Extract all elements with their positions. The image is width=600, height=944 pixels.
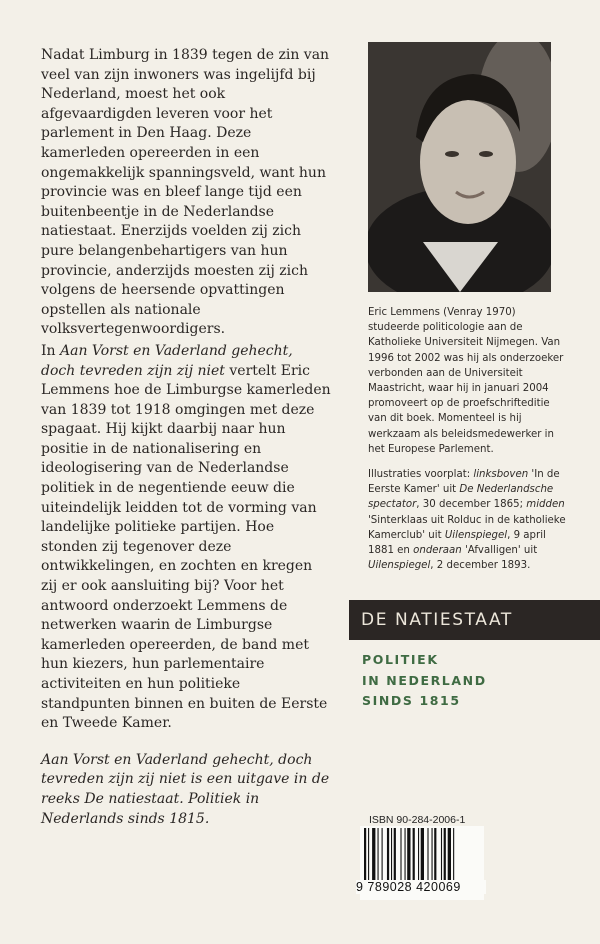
author-photo <box>368 42 551 292</box>
barcode-number: 9 789028 420069 <box>356 880 486 894</box>
series-subtitle-line-2: IN NEDERLAND <box>362 672 487 688</box>
series-subtitle-line-3: SINDS 1815 <box>362 693 461 708</box>
series-banner <box>349 600 600 640</box>
series-note: Aan Vorst en Vaderland gehecht, doch tevreden zijn zij niet is een uitgave in de reeks De natiestaat. Politiek in Nederlands sinds 1815. <box>41 751 330 827</box>
series-title: DE NATIESTAAT <box>361 610 513 630</box>
bio-text: Eric Lemmens (Venray 1970) studeerde politicologie aan de Katholieke Universiteit Nijmegen. Van 1996 tot 2002 was hij als onderzoeker verbonden aan de Universiteit Maastricht, waar hij in januari 2004 promoveert op de proefschrifteditie van dit boek. Momenteel is hij werkzaam als beleidsmedewerker in het Europese Parlement. <box>368 307 564 455</box>
isbn-label: ISBN 90-284-2006-1 <box>369 814 466 826</box>
illustration-credits: Illustraties voorplat: linksboven 'In de Eerste Kamer' uit De Nederlandsche spectator, 30 december 1865; midden 'Sinterklaas uit Rolduc in de katholieke Kamerclub' uit Uilenspiegel, 9 april 1881 en onderaan 'Afvalligen' uit Uilenspiegel, 2 december 1893. <box>368 469 566 572</box>
series-subtitle <box>362 650 487 712</box>
blurb-paragraph-2: In Aan Vorst en Vaderland gehecht, doch tevreden zijn zij niet vertelt Eric Lemmens hoe de Limburgse kamerleden van 1839 tot 1918 omgingen met deze spagaat. Hij kijkt daarbij naar hun positie in de nationalisering en ideologisering van de Nederlandse politiek in de negentiende eeuw die uiteindelijk leidden tot de vorming van landelijke politieke partijen. Hoe stonden zij tegenover deze ontwikkelingen, en zochten en kregen zij er ook aansluiting bij? Voor het antwoord onderzoekt Lemmens de netwerken waarin de Limburgse kamerleden opereerden, de band met hun kiezers, hun parlementaire activiteiten en hun politieke standpunten binnen en buiten de Eerste en Tweede Kamer. <box>41 342 331 732</box>
book-title-italic: Aan Vorst en Vaderland gehecht, doch tevreden zijn zij niet <box>41 342 293 379</box>
blurb-paragraph-1: Nadat Limburg in 1839 tegen de zin van veel van zijn inwoners was ingelijfd bij Nederland, moest het ook afgevaardigden leveren voor het parlement in Den Haag. Deze kamerleden opereerden in een ongemakkelijk spanningsveld, want hun provincie was en bleef lange tijd een buitenbeentje in de Nederlandse natiestaat. Enerzijds voelden zij zich pure belangenbehartigers van hun provincie, anderzijds moesten zij zich volgens de heersende opvattingen opstellen als nationale volksvertegenwoordigers. <box>41 47 330 338</box>
back-cover-text <box>41 46 331 829</box>
author-bio <box>368 305 568 573</box>
series-subtitle-line-1: POLITIEK <box>362 652 439 667</box>
